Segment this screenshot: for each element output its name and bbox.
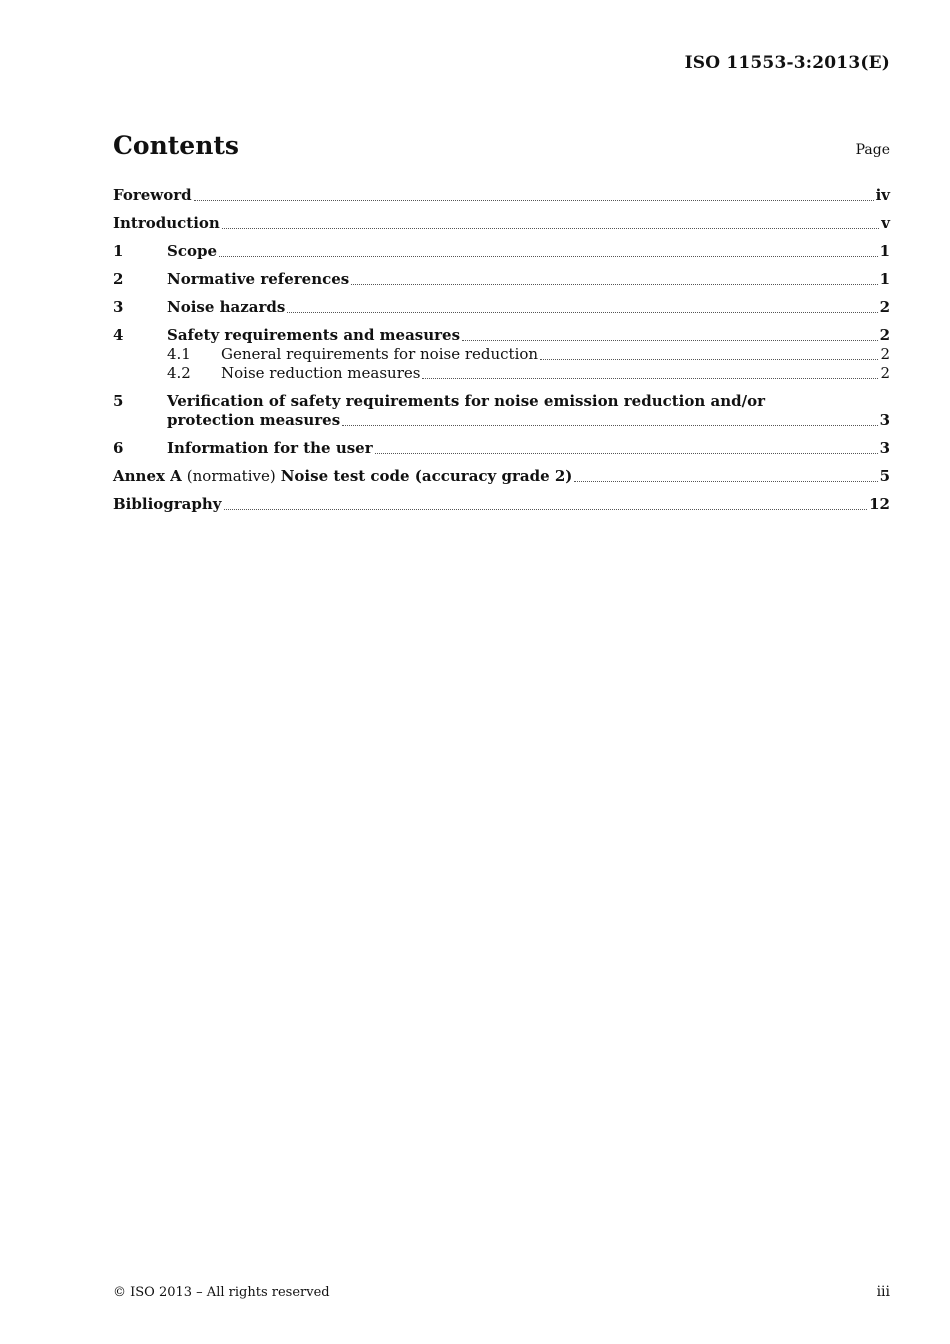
toc-entry-title: Noise hazards	[167, 298, 286, 316]
annex-type: (normative)	[186, 467, 276, 485]
dot-leader	[287, 312, 877, 313]
toc-entry-title: Noise test code (accuracy grade 2)	[280, 467, 573, 485]
toc-entry-page: 3	[879, 439, 890, 457]
toc-entry-number: 2	[113, 270, 124, 288]
dot-leader	[342, 425, 877, 426]
toc-entry-title: Bibliography	[113, 495, 222, 513]
toc-entry-normative-references[interactable]	[113, 270, 890, 289]
toc-entry-annex-a[interactable]	[113, 467, 890, 486]
toc-entry-page: 12	[869, 495, 890, 513]
toc-entry-title: Noise reduction measures	[221, 364, 421, 382]
toc-entry-information-for-user[interactable]	[113, 439, 890, 458]
annex-label: Annex A	[113, 467, 182, 485]
toc-entry-page: 2	[880, 364, 890, 382]
copyright-notice: © ISO 2013 – All rights reserved	[113, 1285, 330, 1300]
toc-entry-foreword[interactable]	[113, 186, 890, 205]
toc-entry-page: 1	[879, 242, 890, 260]
toc-entry-page: iv	[875, 186, 890, 204]
dot-leader	[351, 284, 877, 285]
toc-entry-title-line2: protection measures	[167, 411, 341, 429]
dot-leader	[222, 228, 879, 229]
toc-entry-title: Safety requirements and measures	[167, 326, 461, 344]
toc-entry-safety-requirements[interactable]	[113, 326, 890, 345]
dot-leader	[375, 453, 878, 454]
toc-entry-page: 2	[879, 298, 890, 316]
dot-leader	[462, 340, 878, 341]
toc-entry-page: 1	[879, 270, 890, 288]
toc-entry-page: 2	[879, 326, 890, 344]
document-id: ISO 11553-3:2013(E)	[684, 53, 890, 73]
toc-entry-title: Normative references	[167, 270, 350, 288]
toc-entry-number: 4.1	[167, 345, 191, 363]
toc-entry-page: 5	[879, 467, 890, 485]
page-title: Contents	[113, 131, 240, 160]
toc-entry-number: 4	[113, 326, 124, 344]
page-column-label: Page	[855, 142, 890, 158]
toc-entry-title: Introduction	[113, 214, 220, 232]
toc-entry-number: 5	[113, 392, 124, 410]
toc-entry-bibliography[interactable]	[113, 495, 890, 514]
toc-entry-number: 4.2	[167, 364, 191, 382]
toc-entry-noise-hazards[interactable]	[113, 298, 890, 317]
toc-entry-number: 3	[113, 298, 124, 316]
toc-entry-general-requirements[interactable]	[113, 345, 890, 364]
toc-entry-page: 2	[880, 345, 890, 363]
table-of-contents	[113, 186, 890, 523]
toc-entry-title: Foreword	[113, 186, 192, 204]
toc-entry-page: v	[881, 214, 890, 232]
toc-entry-page: 3	[879, 411, 890, 429]
toc-entry-number: 1	[113, 242, 124, 260]
toc-entry-number: 6	[113, 439, 124, 457]
toc-entry-verification[interactable]	[113, 392, 890, 430]
page-number: iii	[876, 1284, 890, 1300]
toc-entry-title-line1: Verification of safety requirements for noise emission reduction and/or	[167, 392, 766, 410]
toc-entry-title: Information for the user	[167, 439, 373, 457]
dot-leader	[194, 200, 874, 201]
toc-entry-introduction[interactable]	[113, 214, 890, 233]
toc-entry-title: Scope	[167, 242, 218, 260]
dot-leader	[224, 509, 868, 510]
toc-entry-title: General requirements for noise reduction	[221, 345, 539, 363]
toc-entry-noise-reduction-measures[interactable]	[113, 364, 890, 383]
dot-leader	[540, 359, 878, 360]
toc-entry-scope[interactable]	[113, 242, 890, 261]
dot-leader	[422, 378, 878, 379]
dot-leader	[219, 256, 878, 257]
dot-leader	[574, 481, 877, 482]
